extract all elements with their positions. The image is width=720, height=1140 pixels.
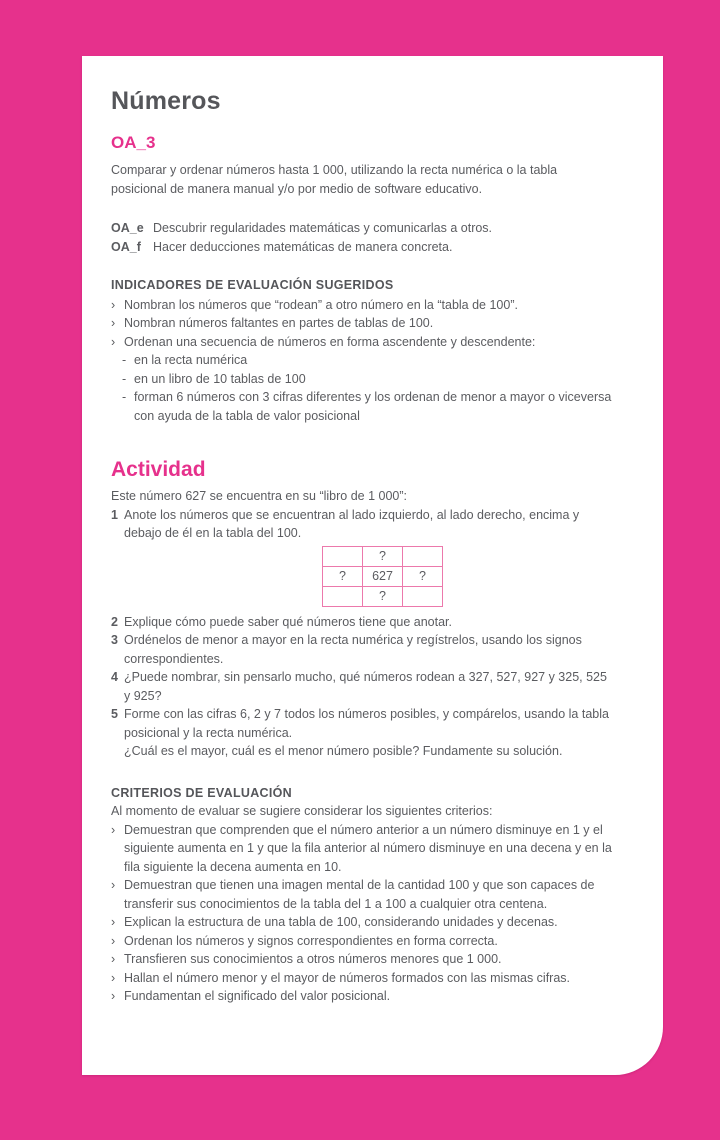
- table-row: [323, 586, 443, 606]
- indicator-text: Nombran los números que “rodean” a otro número en la “tabla de 100”.: [124, 297, 518, 312]
- criteria-heading: CRITERIOS DE EVALUACIÓN: [111, 785, 292, 800]
- oa-e-text: Descubrir regularidades matemáticas y comunicarlas a otros.: [153, 221, 493, 235]
- number-neighbors-table: [322, 546, 443, 607]
- table-cell: [403, 546, 443, 566]
- list-item: [122, 370, 613, 389]
- activity-heading: Actividad: [111, 458, 206, 481]
- list-item: [111, 969, 613, 988]
- dash-bullet: -: [122, 390, 127, 404]
- chevron-bullet: ›: [111, 334, 116, 349]
- list-item: [122, 388, 613, 425]
- chevron-bullet: ›: [111, 297, 116, 312]
- activity-step: [111, 506, 613, 543]
- chevron-bullet: ›: [111, 316, 116, 330]
- step-number: 4: [111, 670, 118, 684]
- oa-f-text: Hacer deducciones matemáticas de manera concreta.: [153, 239, 453, 254]
- indicator-sublist: [111, 351, 613, 425]
- step-number: 5: [111, 707, 118, 721]
- sub-indicator-text: en un libro de 10 tablas de 100: [134, 371, 306, 386]
- indicators-list: [111, 296, 613, 426]
- step-text: Explique cómo puede saber qué números tiene que anotar.: [124, 614, 453, 629]
- list-item: [111, 821, 613, 877]
- sub-objective-oa-f: [111, 238, 613, 257]
- chevron-bullet: ›: [111, 822, 116, 837]
- step-text: Ordénelos de menor a mayor en la recta numérica y regístrelos, usando los signos correspondientes.: [124, 633, 582, 666]
- criterion-text: Explican la estructura de una tabla de 100, considerando unidades y decenas.: [124, 915, 558, 929]
- chevron-bullet: ›: [111, 952, 116, 966]
- step-extra-text: ¿Cuál es el mayor, cuál es el menor número posible? Fundamente su solución.: [124, 744, 563, 758]
- page-title: Números: [111, 87, 221, 115]
- chevron-bullet: ›: [111, 915, 116, 929]
- oa-f-label: OA_f: [111, 239, 141, 254]
- oa3-description: Comparar y ordenar números hasta 1 000, utilizando la recta numérica o la tabla posicional de manera manual y/o por medio de software educativo.: [111, 163, 558, 196]
- indicators-heading: INDICADORES DE EVALUACIÓN SUGERIDOS: [111, 278, 394, 292]
- step-text: ¿Puede nombrar, sin pensarlo mucho, qué números rodean a 327, 527, 927 y 325, 525 y 925?: [124, 670, 607, 703]
- list-item: [111, 296, 613, 315]
- list-item: [111, 913, 613, 932]
- document-page: [82, 56, 663, 1075]
- list-item: [111, 333, 613, 426]
- step-number: 1: [111, 507, 118, 522]
- indicator-text: Ordenan una secuencia de números en forma ascendente y descendente:: [124, 334, 536, 349]
- table-cell: 627: [363, 566, 403, 586]
- activity-steps: [111, 506, 613, 761]
- dash-bullet: -: [122, 371, 127, 386]
- sub-indicator-text: forman 6 números con 3 cifras diferentes y los ordenan de menor a mayor o viceversa con ayuda de la tabla de valor posicional: [134, 390, 612, 423]
- list-item: [111, 876, 613, 913]
- criteria-list: [111, 821, 613, 1006]
- activity-step: [111, 668, 613, 705]
- sub-objective-oa-e: [111, 219, 613, 238]
- table-cell: [323, 546, 363, 566]
- chevron-bullet: ›: [111, 878, 116, 892]
- criterion-text: Ordenan los números y signos correspondientes en forma correcta.: [124, 933, 498, 948]
- criterion-text: Transfieren sus conocimientos a otros números menores que 1 000.: [124, 952, 502, 966]
- chevron-bullet: ›: [111, 933, 116, 948]
- activity-intro: Este número 627 se encuentra en su “libro de 1 000”:: [111, 489, 408, 503]
- criterion-text: Demuestran que tienen una imagen mental de la cantidad 100 y que son capaces de transferir sus conocimientos de la tabla del 1 a 100 a cualquier otra centena.: [124, 878, 595, 911]
- dash-bullet: -: [122, 353, 127, 367]
- criteria-intro: Al momento de evaluar se sugiere considerar los siguientes criterios:: [111, 804, 493, 818]
- indicator-text: Nombran números faltantes en partes de tablas de 100.: [124, 316, 434, 330]
- list-item: [111, 932, 613, 951]
- table-cell: [403, 586, 443, 606]
- table-cell: [323, 586, 363, 606]
- oa3-heading: OA_3: [111, 133, 156, 152]
- table-cell: ?: [363, 586, 403, 606]
- step-text: Anote los números que se encuentran al lado izquierdo, al lado derecho, encima y debajo de él en la tabla del 100.: [124, 507, 580, 540]
- criterion-text: Fundamentan el significado del valor posicional.: [124, 989, 391, 1003]
- table-cell: ?: [363, 546, 403, 566]
- oa-e-label: OA_e: [111, 221, 144, 235]
- chevron-bullet: ›: [111, 970, 116, 985]
- activity-step: [111, 631, 613, 668]
- list-item: [111, 987, 613, 1006]
- list-item: [111, 314, 613, 333]
- chevron-bullet: ›: [111, 989, 116, 1003]
- table-cell: ?: [403, 566, 443, 586]
- activity-step: [111, 613, 613, 632]
- table-cell: ?: [323, 566, 363, 586]
- list-item: [122, 351, 613, 370]
- table-row: [323, 546, 443, 566]
- table-row: [323, 566, 443, 586]
- criterion-text: Demuestran que comprenden que el número anterior a un número disminuye en 1 y el siguiente aumenta en 1 y que la fila anterior al número disminuye en una decena y en la fila siguiente la decena aumenta en 10.: [124, 822, 612, 874]
- activity-step: [111, 705, 613, 742]
- step-number: 2: [111, 614, 118, 629]
- list-item: [111, 950, 613, 969]
- sub-indicator-text: en la recta numérica: [134, 353, 248, 367]
- step-text: Forme con las cifras 6, 2 y 7 todos los números posibles, y compárelos, usando la tabla posicional y la recta numérica.: [124, 707, 609, 740]
- criterion-text: Hallan el número menor y el mayor de números formados con las mismas cifras.: [124, 970, 571, 985]
- step-number: 3: [111, 633, 118, 647]
